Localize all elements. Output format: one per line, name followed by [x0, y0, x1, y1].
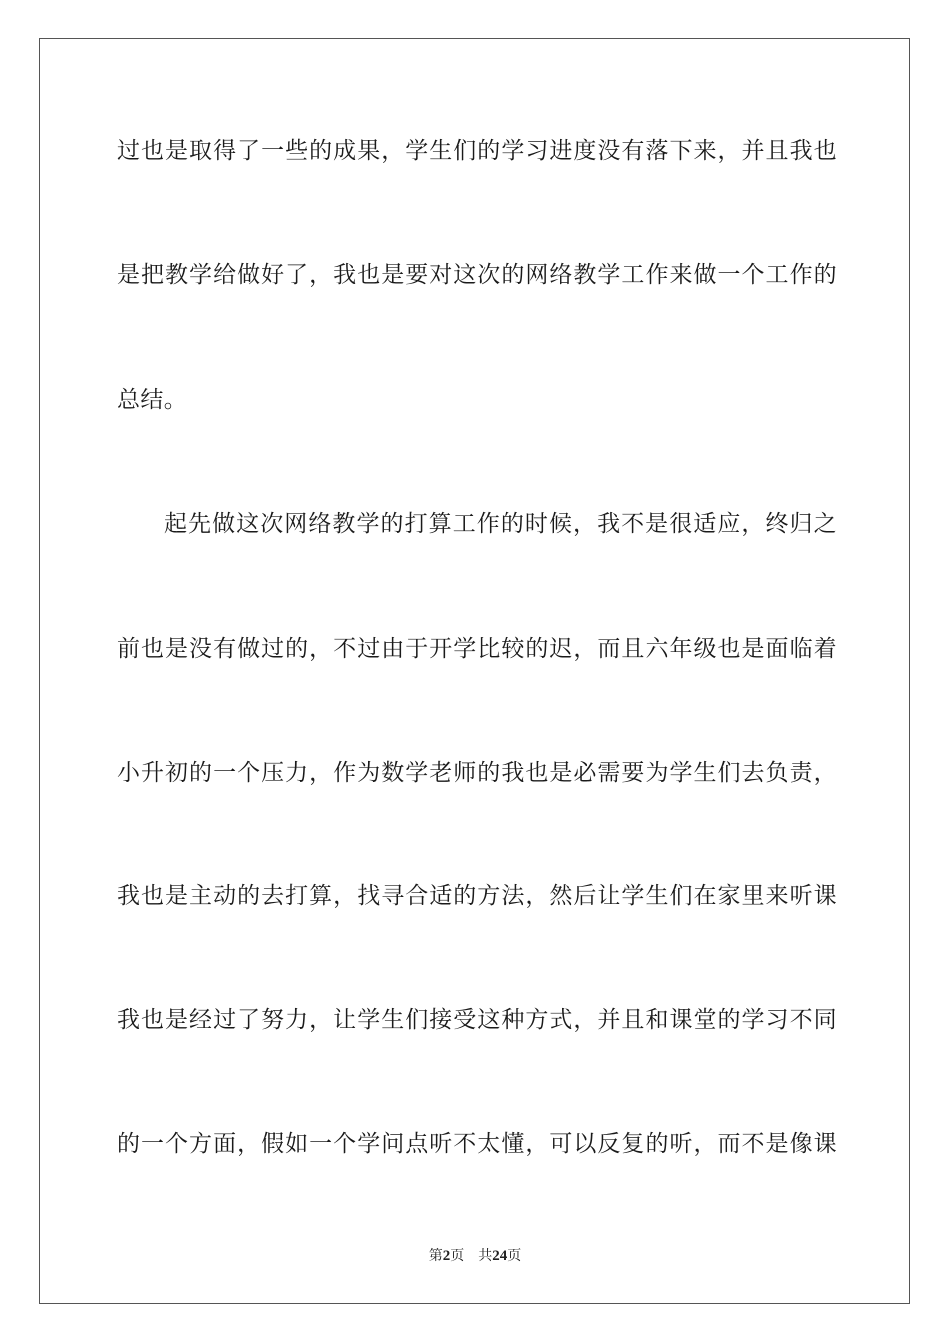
body-line-1: 过也是取得了一些的成果，学生们的学习进度没有落下来，并且我也 — [117, 138, 837, 164]
page-suffix: 页 — [450, 1248, 465, 1264]
body-line-2: 是把教学给做好了，我也是要对这次的网络教学工作来做一个工作的 — [117, 262, 837, 288]
body-line-5: 前也是没有做过的，不过由于开学比较的迟，而且六年级也是面临着 — [117, 636, 837, 662]
body-line-4: 起先做这次网络教学的打算工作的时候，我不是很适应，终归之 — [164, 511, 837, 537]
body-line-8: 我也是经过了努力，让学生们接受这种方式，并且和课堂的学习不同 — [117, 1007, 837, 1033]
total-pages: 24 — [492, 1248, 508, 1264]
total-prefix: 共 — [478, 1248, 493, 1264]
page-number: 2 — [442, 1248, 451, 1264]
body-line-3: 总结。 — [117, 387, 188, 413]
body-line-9: 的一个方面，假如一个学问点听不太懂，可以反复的听，而不是像课 — [117, 1131, 837, 1157]
page-footer — [0, 1246, 950, 1266]
page-border — [39, 38, 910, 1304]
total-suffix: 页 — [507, 1248, 522, 1264]
body-line-6: 小升初的一个压力，作为数学老师的我也是必需要为学生们去负责， — [117, 760, 837, 786]
page-prefix: 第 — [428, 1248, 443, 1264]
body-line-7: 我也是主动的去打算，找寻合适的方法，然后让学生们在家里来听课 — [117, 883, 837, 909]
